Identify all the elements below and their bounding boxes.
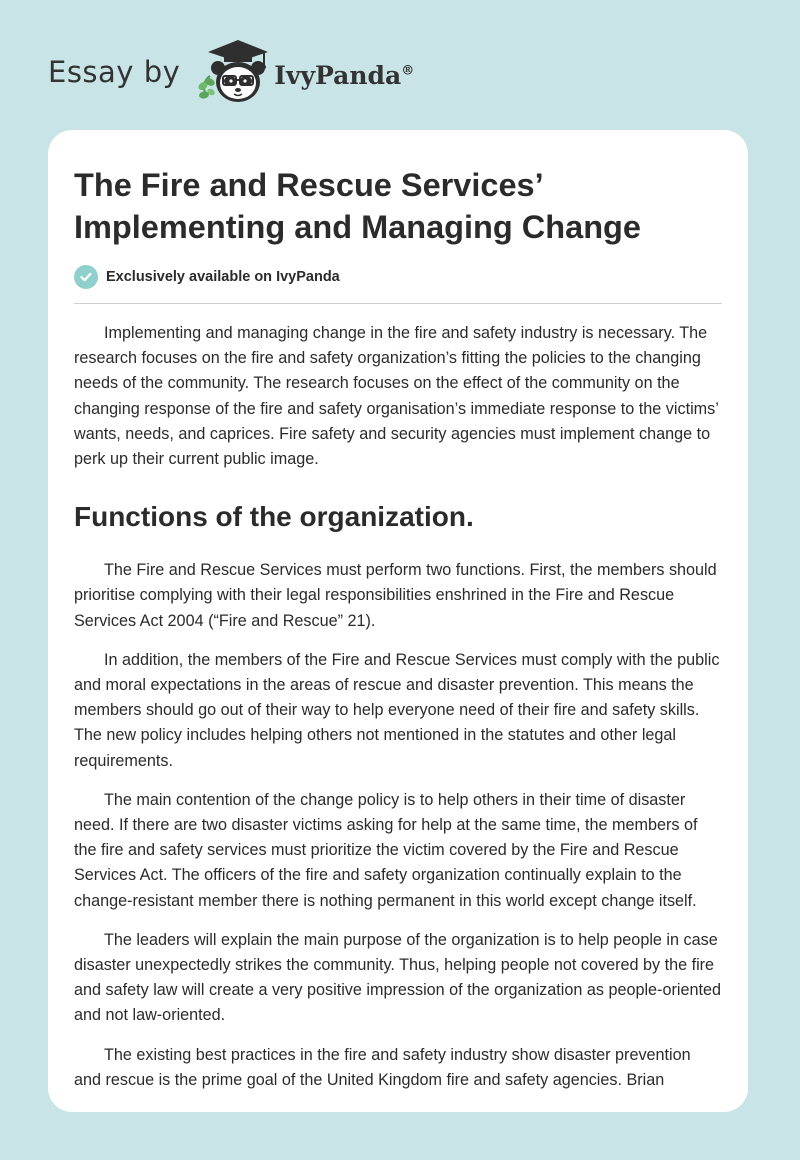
body-paragraph: The existing best practices in the fire and safety industry show disaster prevention and rescue is the prime goal of the United Kingdom fire and safety agencies. Brian: [74, 1045, 691, 1089]
registered-mark: ®: [401, 63, 415, 79]
ivypanda-logo[interactable]: [194, 36, 270, 108]
section-heading: Functions of the organization.: [74, 501, 474, 533]
exclusive-badge: [74, 265, 722, 289]
intro-paragraph: Implementing and managing change in the fire and safety industry is necessary. The research focuses on the fire and safety organization’s fitting the policies to the changing needs of the community. The research focuses on the effect of the community on the changing response of the fire and safety organisation’s immediate response to the victims’ wants, needs, and caprices. Fire safety and security agencies must implement change to perk up their current public image.: [74, 324, 719, 469]
exclusive-badge-label: Exclusively available on IvyPanda: [106, 269, 340, 285]
body-paragraph: The leaders will explain the main purpose of the organization is to help people in case disaster unexpectedly strikes the community. Thus, helping people not covered by the fire and safety law will create a very positive impression of the organization as people-oriented and not law-oriented.: [74, 930, 721, 1025]
check-circle-icon: [74, 265, 98, 289]
essay-by-label: Essay by: [48, 55, 181, 89]
essay-title: The Fire and Rescue Services’ Implementing and Managing Change: [74, 167, 641, 245]
body-paragraph: In addition, the members of the Fire and Rescue Services must comply with the public and moral expectations in the areas of rescue and disaster prevention. This means the members should go out of their way to help everyone need of their fire and safety skills. The new policy includes helping others not mentioned in the statutes and other legal requirements.: [74, 650, 720, 770]
body-paragraph: The Fire and Rescue Services must perform two functions. First, the members should prioritise complying with their legal responsibilities enshrined in the Fire and Rescue Services Act 2004 (“Fire and Rescue” 21).: [74, 561, 717, 630]
panda-graduate-icon: [194, 36, 270, 108]
essay-content: [48, 130, 748, 1093]
essay-card: [48, 130, 748, 1112]
title-divider: [74, 303, 722, 304]
brand-name[interactable]: [274, 61, 414, 90]
brand-name-text: IvyPanda: [274, 60, 402, 90]
leaf-icon: [197, 76, 216, 99]
site-header: [48, 36, 414, 108]
body-paragraph: The main contention of the change policy is to help others in their time of disaster need. If there are two disaster victims asking for help at the same time, the members of the fire and safety services must prioritize the victim covered by the Fire and Rescue Services Act. The officers of the fire and safety organization continually explain to the change-resistant member there is nothing permanent in this world except change itself.: [74, 790, 698, 910]
